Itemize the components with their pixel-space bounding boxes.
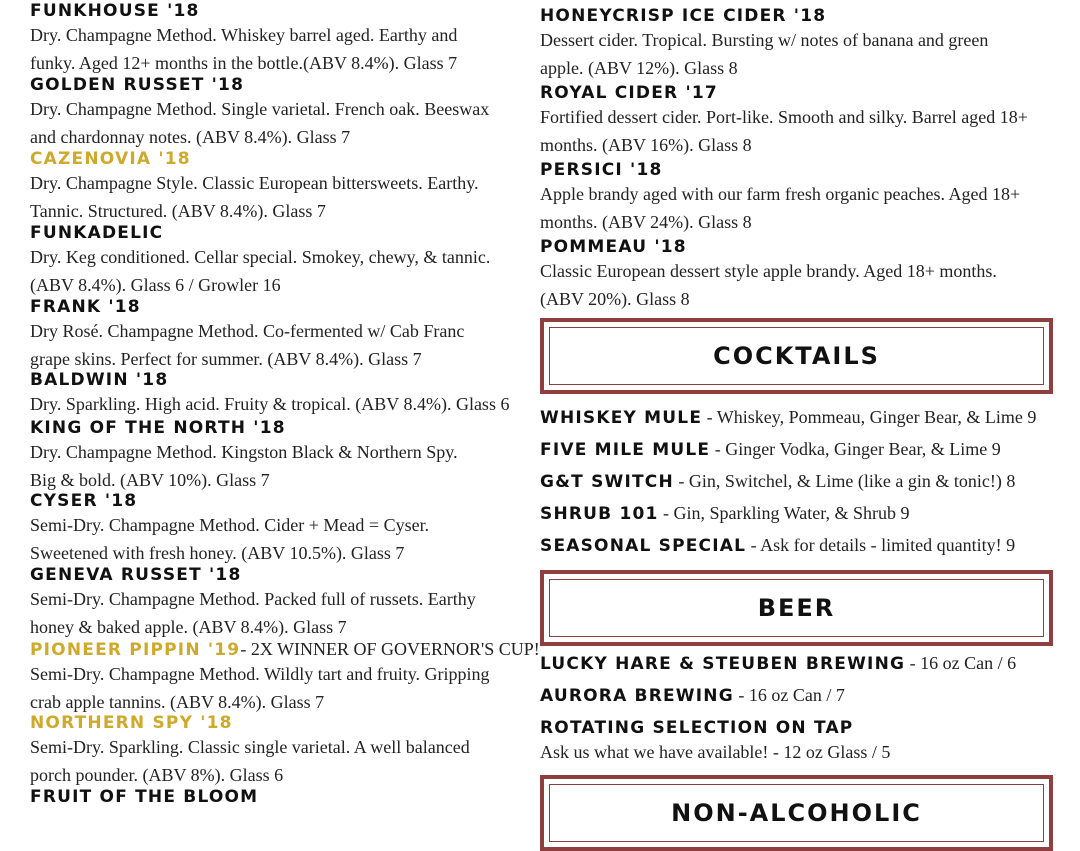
menu-item bbox=[30, 222, 530, 299]
item-name: ROYAL CIDER '17 bbox=[540, 83, 718, 103]
description-line: and chardonnay notes. (ABV 8.4%). Glass 7 bbox=[30, 126, 351, 147]
item-description bbox=[30, 244, 530, 299]
item-description bbox=[30, 661, 530, 716]
menu-item bbox=[540, 236, 1060, 313]
description-line: funky. Aged 12+ months in the bottle.(ABV 8.4%). Glass 7 bbox=[30, 52, 458, 73]
item-name: KING OF THE NORTH '18 bbox=[30, 418, 286, 438]
description-line: Dry. Sparkling. High acid. Fruity & tropical. (ABV 8.4%). Glass 6 bbox=[30, 394, 510, 414]
description-line: Dry. Champagne Style. Classic European bittersweets. Earthy. bbox=[30, 173, 479, 193]
item-name: FUNKHOUSE '18 bbox=[30, 1, 200, 21]
menu-item bbox=[30, 786, 530, 808]
item-name: GOLDEN RUSSET '18 bbox=[30, 75, 245, 95]
menu-item bbox=[540, 82, 1060, 159]
item-description bbox=[540, 258, 1060, 313]
description-line: Big & bold. (ABV 10%). Glass 7 bbox=[30, 469, 270, 490]
cocktail-row bbox=[540, 503, 910, 525]
description-line: Semi-Dry. Sparkling. Classic single varietal. A well balanced bbox=[30, 737, 470, 757]
menu-item bbox=[30, 490, 530, 567]
menu-item bbox=[30, 638, 540, 716]
description-line: months. (ABV 16%). Glass 8 bbox=[540, 134, 752, 155]
description-line: Tannic. Structured. (ABV 8.4%). Glass 7 bbox=[30, 200, 326, 221]
beer-detail: Ask us what we have available! - 12 oz Glass / 5 bbox=[540, 742, 891, 762]
item-description bbox=[30, 318, 530, 373]
description-line: Semi-Dry. Champagne Method. Wildly tart and fruity. Gripping bbox=[30, 664, 490, 684]
cocktail-row bbox=[540, 471, 1015, 493]
section-title: COCKTAILS bbox=[713, 342, 880, 370]
item-name: BALDWIN '18 bbox=[30, 370, 169, 390]
beer-name: LUCKY HARE & STEUBEN BREWING bbox=[540, 654, 906, 674]
item-description bbox=[30, 512, 530, 567]
description-line: Dry. Keg conditioned. Cellar special. Smokey, chewy, & tannic. bbox=[30, 247, 491, 267]
item-name: GENEVA RUSSET '18 bbox=[30, 565, 242, 585]
cocktail-detail: - Ginger Vodka, Ginger Bear, & Lime 9 bbox=[710, 439, 1001, 459]
beer-tap-item bbox=[540, 717, 890, 766]
section-header-cocktails bbox=[540, 318, 1053, 394]
menu-item bbox=[30, 564, 530, 641]
description-line: crab apple tannins. (ABV 8.4%). Glass 7 bbox=[30, 691, 325, 712]
description-line: months. (ABV 24%). Glass 8 bbox=[540, 211, 752, 232]
cocktail-row bbox=[540, 535, 1015, 557]
description-line: porch pounder. (ABV 8%). Glass 6 bbox=[30, 764, 284, 785]
cocktail-row bbox=[540, 439, 1001, 461]
item-description bbox=[30, 391, 530, 419]
section-header-frame bbox=[549, 579, 1044, 637]
section-header-beer bbox=[540, 570, 1053, 646]
cocktail-name: WHISKEY MULE bbox=[540, 408, 703, 428]
menu-item bbox=[540, 5, 1060, 82]
section-title: BEER bbox=[757, 594, 836, 622]
item-description bbox=[30, 170, 530, 225]
section-title: NON-ALCOHOLIC bbox=[671, 799, 922, 827]
description-line: Semi-Dry. Champagne Method. Cider + Mead = Cyser. bbox=[30, 515, 430, 535]
menu-item bbox=[30, 712, 530, 789]
description-line: Dry. Champagne Method. Kingston Black & Northern Spy. bbox=[30, 442, 458, 462]
menu-item bbox=[30, 148, 530, 225]
beer-detail: - 16 oz Can / 6 bbox=[905, 653, 1017, 673]
beer-row bbox=[540, 653, 1016, 675]
menu-item bbox=[540, 159, 1060, 236]
cocktail-name: SHRUB 101 bbox=[540, 504, 659, 524]
description-line: grape skins. Perfect for summer. (ABV 8.4%). Glass 7 bbox=[30, 348, 422, 369]
description-line: Sweetened with fresh honey. (ABV 10.5%). Glass 7 bbox=[30, 542, 405, 563]
cocktail-detail: - Whiskey, Pommeau, Ginger Bear, & Lime 9 bbox=[702, 407, 1037, 427]
cocktail-name: G&T SWITCH bbox=[540, 472, 674, 492]
item-name bbox=[30, 638, 540, 661]
item-name-text: PIONEER PIPPIN '19 bbox=[30, 640, 241, 660]
beer-name: AURORA BREWING bbox=[540, 686, 734, 706]
item-description bbox=[30, 586, 530, 641]
item-description bbox=[30, 22, 530, 77]
cocktail-detail: - Ask for details - limited quantity! 9 bbox=[746, 535, 1016, 555]
item-description bbox=[540, 27, 1060, 82]
description-line: Dry Rosé. Champagne Method. Co-fermented w/ Cab Franc bbox=[30, 321, 465, 341]
menu-item bbox=[30, 296, 530, 373]
description-line: Apple brandy aged with our farm fresh organic peaches. Aged 18+ bbox=[540, 184, 1021, 204]
item-name: FRANK '18 bbox=[30, 297, 141, 317]
item-description bbox=[540, 181, 1060, 236]
section-header-frame bbox=[549, 327, 1044, 385]
section-header-non-alcoholic bbox=[540, 775, 1053, 851]
award-note: - 2X WINNER OF GOVERNOR'S CUP! bbox=[240, 639, 540, 659]
item-description bbox=[30, 439, 530, 494]
item-description bbox=[30, 734, 530, 789]
item-name: HONEYCRISP ICE CIDER '18 bbox=[540, 6, 827, 26]
description-line: Classic European dessert style apple brandy. Aged 18+ months. bbox=[540, 261, 997, 281]
description-line: Semi-Dry. Champagne Method. Packed full of russets. Earthy bbox=[30, 589, 476, 609]
menu-item bbox=[30, 0, 530, 77]
menu-item bbox=[30, 369, 530, 419]
description-line: Dry. Champagne Method. Single varietal. French oak. Beeswax bbox=[30, 99, 490, 119]
item-name: FUNKADELIC bbox=[30, 223, 164, 243]
cocktail-detail: - Gin, Sparkling Water, & Shrub 9 bbox=[658, 503, 910, 523]
item-name: POMMEAU '18 bbox=[540, 237, 687, 257]
item-name: PERSICI '18 bbox=[540, 160, 663, 180]
item-description bbox=[540, 104, 1060, 159]
item-name: CYSER '18 bbox=[30, 491, 138, 511]
item-description bbox=[30, 96, 530, 151]
description-line: Fortified dessert cider. Port-like. Smooth and silky. Barrel aged 18+ bbox=[540, 107, 1028, 127]
description-line: Dessert cider. Tropical. Bursting w/ notes of banana and green bbox=[540, 30, 989, 50]
description-line: honey & baked apple. (ABV 8.4%). Glass 7 bbox=[30, 616, 347, 637]
cocktail-detail: - Gin, Switchel, & Lime (like a gin & tonic!) 8 bbox=[673, 471, 1016, 491]
menu-item bbox=[30, 417, 530, 494]
menu-item bbox=[30, 74, 530, 151]
cocktail-name: SEASONAL SPECIAL bbox=[540, 536, 747, 556]
beer-name: ROTATING SELECTION ON TAP bbox=[540, 718, 854, 738]
section-header-frame bbox=[549, 784, 1044, 842]
item-name: NORTHERN SPY '18 bbox=[30, 713, 233, 733]
item-name: CAZENOVIA '18 bbox=[30, 149, 191, 169]
item-name: FRUIT OF THE BLOOM bbox=[30, 787, 259, 807]
beer-detail: - 16 oz Can / 7 bbox=[733, 685, 845, 705]
description-line: (ABV 8.4%). Glass 6 / Growler 16 bbox=[30, 274, 281, 295]
description-line: Dry. Champagne Method. Whiskey barrel aged. Earthy and bbox=[30, 25, 458, 45]
beer-row bbox=[540, 685, 845, 707]
cocktail-name: FIVE MILE MULE bbox=[540, 440, 711, 460]
description-line: (ABV 20%). Glass 8 bbox=[540, 288, 690, 309]
description-line: apple. (ABV 12%). Glass 8 bbox=[540, 57, 738, 78]
cocktail-row bbox=[540, 407, 1036, 429]
